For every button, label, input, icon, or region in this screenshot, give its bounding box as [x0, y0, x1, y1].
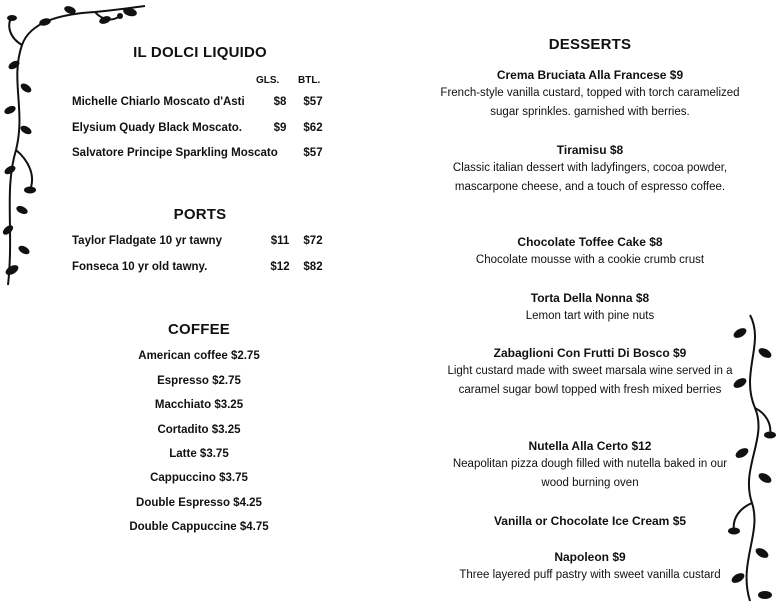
- glass-price: $12: [270, 261, 290, 273]
- dessert-description: Neapolitan pizza dough filled with nutella baked in our wood burning oven: [452, 458, 728, 489]
- dessert-name: Napoleon $9: [554, 550, 626, 564]
- dessert-name: Zabaglioni Con Frutti Di Bosco $9: [493, 346, 687, 360]
- port-row: [72, 261, 332, 279]
- dessert-description: Classic italian dessert with ladyfingers, cocoa powder, mascarpone cheese, and a touch of espresso coffee.: [452, 162, 728, 193]
- dessert-item: [420, 289, 760, 326]
- btl-column-header: BTL.: [298, 75, 321, 86]
- dessert-name: Tiramisu $8: [556, 143, 624, 157]
- dessert-description: Light custard made with sweet marsala wine served in a caramel sugar bowl topped with fresh mixed berries: [447, 365, 733, 396]
- wine-row: [72, 122, 332, 140]
- dessert-description: French-style vanilla custard, topped with torch caramelized sugar sprinkles. garnished with berries.: [440, 87, 740, 118]
- bottle-price: $72: [303, 235, 323, 247]
- dessert-name: Chocolate Toffee Cake $8: [517, 235, 663, 249]
- wine-name: Michelle Chiarlo Moscato d'Asti: [72, 96, 245, 108]
- coffee-item: Double Cappuccine $4.75: [129, 521, 269, 533]
- port-row: [72, 235, 332, 253]
- port-name: Fonseca 10 yr old tawny.: [72, 261, 208, 273]
- dessert-name: Nutella Alla Certo $12: [528, 439, 652, 453]
- dessert-name: Torta Della Nonna $8: [530, 291, 650, 305]
- dessert-description: Chocolate mousse with a cookie crumb crust: [475, 254, 705, 266]
- bottle-price: $82: [303, 261, 323, 273]
- dessert-item: [420, 548, 760, 585]
- dessert-name: Vanilla or Chocolate Ice Cream $5: [493, 514, 687, 528]
- wine-row: [72, 147, 332, 165]
- dessert-description: Lemon tart with pine nuts: [525, 310, 655, 322]
- dessert-item: [420, 141, 760, 197]
- dessert-item: [420, 512, 760, 530]
- dolci-liquido-heading: IL DOLCI LIQUIDO: [133, 44, 267, 61]
- desserts-heading: DESSERTS: [548, 36, 632, 53]
- dessert-item: [420, 344, 760, 400]
- dessert-description: Three layered puff pastry with sweet vanilla custard: [459, 569, 721, 581]
- coffee-item: Latte $3.75: [169, 448, 229, 460]
- coffee-item: Cortadito $3.25: [157, 424, 241, 436]
- dessert-name: Crema Bruciata Alla Francese $9: [496, 68, 684, 82]
- dessert-item: [420, 437, 760, 493]
- coffee-item: Espresso $2.75: [157, 375, 241, 387]
- bottle-price: $57: [303, 147, 323, 159]
- wine-name: Salvatore Principe Sparkling Moscato: [72, 147, 278, 159]
- glass-price: $11: [270, 235, 290, 247]
- bottle-price: $62: [303, 122, 323, 134]
- dessert-item: [420, 233, 760, 270]
- glass-price: $8: [273, 96, 287, 108]
- wine-row: [72, 96, 332, 114]
- coffee-item: Macchiato $3.25: [154, 399, 244, 411]
- ports-heading: PORTS: [173, 206, 227, 223]
- wine-name: Elysium Quady Black Moscato.: [72, 122, 243, 134]
- coffee-heading: COFFEE: [167, 321, 231, 338]
- right-column: [400, 0, 780, 603]
- coffee-item: American coffee $2.75: [138, 350, 260, 362]
- dessert-item: [420, 66, 760, 122]
- coffee-item: Cappuccino $3.75: [150, 472, 248, 484]
- glass-price: $9: [273, 122, 287, 134]
- gls-column-header: GLS.: [256, 75, 280, 86]
- coffee-item: Double Espresso $4.25: [136, 497, 262, 509]
- port-name: Taylor Fladgate 10 yr tawny: [72, 235, 222, 247]
- bottle-price: $57: [303, 96, 323, 108]
